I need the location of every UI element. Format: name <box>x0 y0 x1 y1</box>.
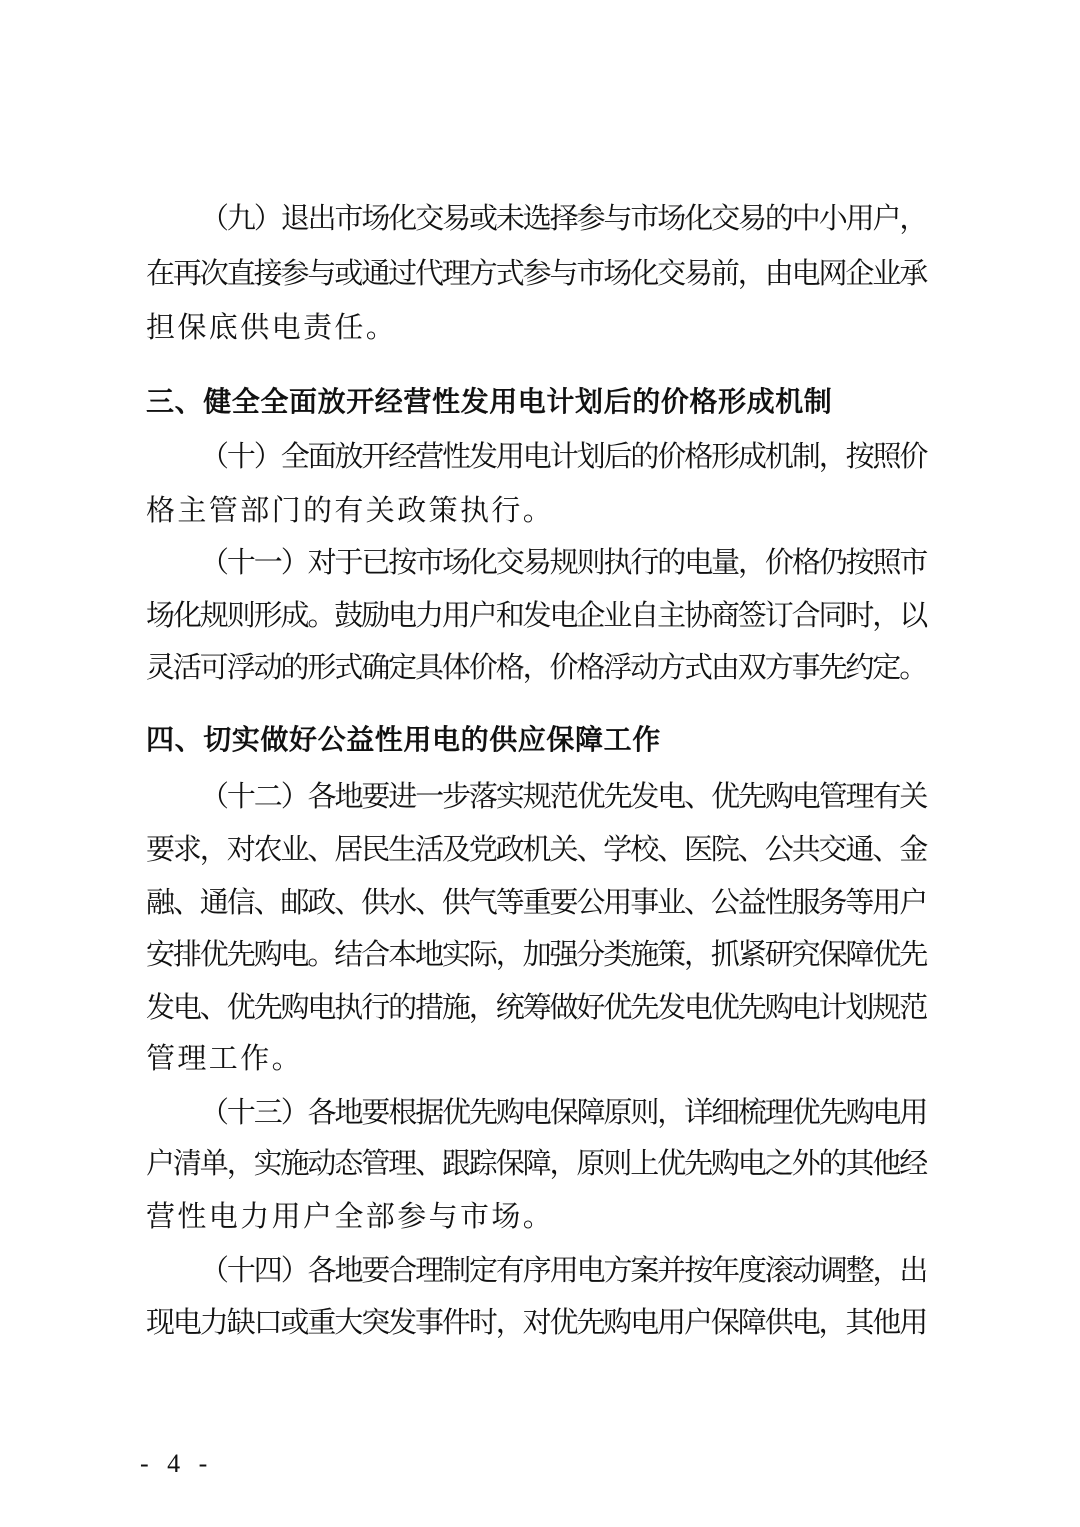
paragraph-line: 安排优先购电。结合本地实际，加强分类施策，抓紧研究保障优先 <box>146 937 927 971</box>
paragraph-line: 场化规则形成。鼓励电力用户和发电企业自主协商签订合同时，以 <box>146 598 927 632</box>
paragraph-line: 营性电力用户全部参与市场。 <box>146 1199 555 1233</box>
paragraph-line: （十三）各地要根据优先购电保障原则，详细梳理优先购电用 <box>200 1095 927 1129</box>
paragraph-line: 户清单，实施动态管理、跟踪保障，原则上优先购电之外的其他经 <box>146 1146 927 1180</box>
paragraph-line: 要求，对农业、居民生活及党政机关、学校、医院、公共交通、金 <box>146 832 927 866</box>
section-heading-4: 四、切实做好公益性用电的供应保障工作 <box>146 723 661 756</box>
paragraph-line: 现电力缺口或重大突发事件时，对优先购电用户保障供电，其他用 <box>146 1305 927 1339</box>
paragraph-line: （十一）对于已按市场化交易规则执行的电量，价格仍按照市 <box>200 545 927 579</box>
paragraph-line: 管理工作。 <box>146 1041 304 1075</box>
paragraph-line: （十四）各地要合理制定有序用电方案并按年度滚动调整，出 <box>200 1253 927 1287</box>
paragraph-line: 担保底供电责任。 <box>146 310 398 344</box>
page-number: - 4 - <box>140 1449 214 1478</box>
paragraph-line: 灵活可浮动的形式确定具体价格，价格浮动方式由双方事先约定。 <box>146 650 927 684</box>
paragraph-line: （九）退出市场化交易或未选择参与市场化交易的中小用户， <box>200 201 927 235</box>
paragraph-line: 格主管部门的有关政策执行。 <box>146 493 555 527</box>
paragraph-line: 在再次直接参与或通过代理方式参与市场化交易前，由电网企业承 <box>146 256 927 290</box>
paragraph-line: （十）全面放开经营性发用电计划后的价格形成机制，按照价 <box>200 439 927 473</box>
section-heading-3: 三、健全全面放开经营性发用电计划后的价格形成机制 <box>146 385 833 418</box>
paragraph-line: 发电、优先购电执行的措施，统筹做好优先发电优先购电计划规范 <box>146 990 927 1024</box>
paragraph-line: （十二）各地要进一步落实规范优先发电、优先购电管理有关 <box>200 779 927 813</box>
paragraph-line: 融、通信、邮政、供水、供气等重要公用事业、公益性服务等用户 <box>146 885 927 919</box>
